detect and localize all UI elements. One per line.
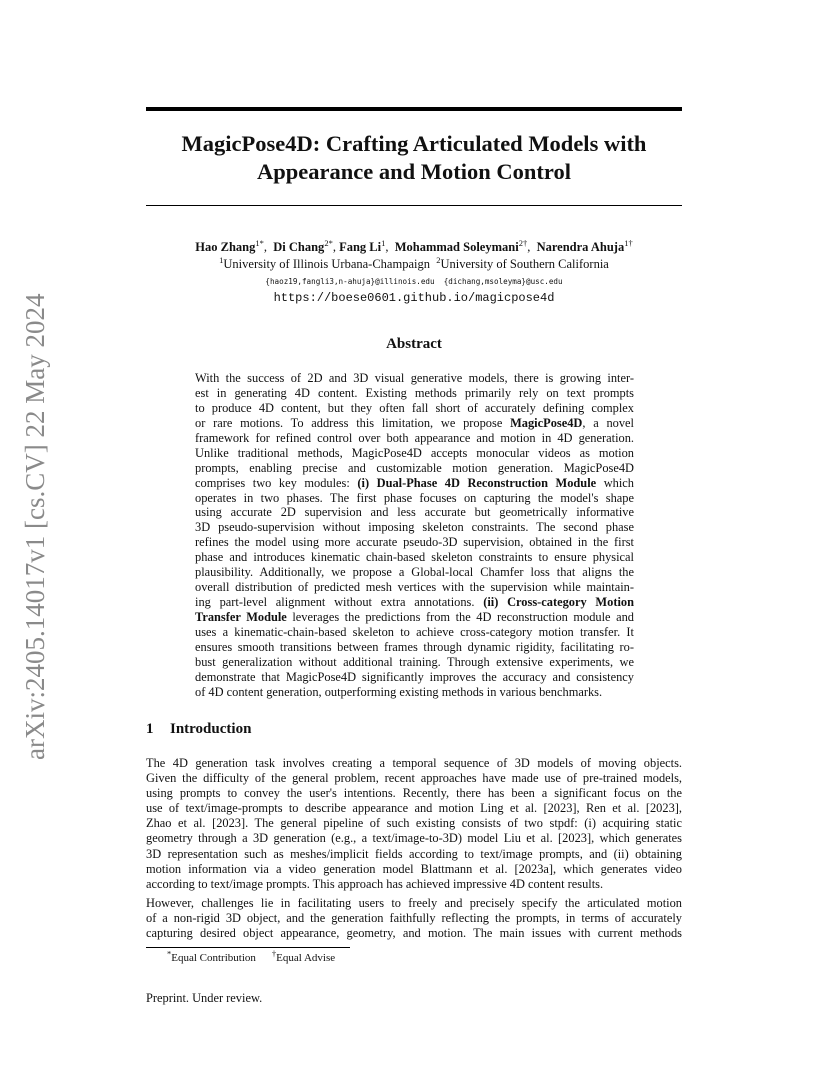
footnote-text: Equal Contribution xyxy=(171,952,256,964)
author-emails: {haoz19,fangli3,n-ahuja}@illinois.edu {dichang,msoleyma}@usc.edu xyxy=(265,277,563,286)
abstract-text: or rare motions. To address this limitation, we propose xyxy=(195,415,503,430)
abstract-text: comprises two key modules: xyxy=(195,475,350,490)
title-line-2: Appearance and Motion Control xyxy=(257,159,571,184)
footnote-symbol: † xyxy=(271,948,277,959)
section-heading xyxy=(146,721,251,738)
abstract-line: With the success of 2D and 3D visual generative models, there is growing inter- xyxy=(195,371,634,385)
paragraph-line: using prompts to convey the user's intentions. Recently, there has been a significant focus on the xyxy=(146,786,682,801)
affiliation: University of Southern California xyxy=(440,257,609,271)
abstract-line: of 4D content generation, outperforming existing methods in various benchmarks. xyxy=(195,684,603,699)
paragraph-line: of a non-rigid 3D object, and the generation faithfully reflecting the prompts, in terms of accurately xyxy=(146,911,682,926)
author-sup: 1 xyxy=(381,237,386,248)
affiliations xyxy=(146,256,682,273)
paragraph-line: Given the difficulty of the general problem, recent approaches have made use of pre-trained models, xyxy=(146,771,682,786)
abstract-line: bust generalization without additional training. Through extensive experiments, we xyxy=(195,654,634,669)
preprint-footer: Preprint. Under review. xyxy=(146,991,263,1005)
abstract-line: uses a kinematic-chain-based skeleton to achieve cross-category motion transfer. It xyxy=(195,624,634,639)
abstract-text: ing part-level alignment without extra annotations. xyxy=(195,595,475,610)
author-block xyxy=(146,239,682,273)
author-name: Hao Zhang xyxy=(195,240,256,254)
project-url[interactable]: https://boese0601.github.io/magicpose4d xyxy=(273,291,555,305)
abstract-body xyxy=(195,371,634,700)
abstract-line: Unlike traditional methods, MagicPose4D accepts monocular videos as motion xyxy=(195,445,634,460)
paragraph-line: capturing desired object appearance, geometry, and motion. The main issues with current methods xyxy=(146,926,682,941)
abstract-line: framework for refined control over both appearance and motion in 4D generation. xyxy=(195,430,634,445)
abstract-line: demonstrate that MagicPose4D significantly improves the accuracy and consistency xyxy=(195,669,634,684)
paragraph-line: use of text/image-prompts to describe appearance and motion Ling et al. [2023], Ren et al. [2023], xyxy=(146,801,682,816)
title-line-1: MagicPose4D: Crafting Articulated Models with xyxy=(181,131,647,156)
abstract-bold: (i) Dual-Phase 4D Reconstruction Module xyxy=(357,475,597,490)
abstract-line: est in generating 4D content. Existing methods primarily rely on text prompts xyxy=(195,385,634,400)
title-bottom-rule xyxy=(146,205,682,206)
abstract-line: phase and introduces kinematic chain-based skeleton constraints to ensure physical xyxy=(195,550,634,565)
arxiv-stamp: arXiv:2405.14017v1 [cs.CV] 22 May 2024 xyxy=(20,293,50,760)
paper-title xyxy=(146,130,682,186)
author-name: Fang Li xyxy=(339,240,382,254)
abstract-line: to produce 4D content, but they often fall short of accurately defining complex xyxy=(195,400,634,415)
abstract-line: operates in two phases. The first phase focuses on capturing the model's shape xyxy=(195,490,634,505)
paragraph-line: geometry through a 3D generation (e.g., a text/image-to-3D) model Liu et al. [2023], which generates xyxy=(146,831,682,846)
author-sup: 1† xyxy=(624,237,633,248)
abstract-line xyxy=(195,595,634,610)
affiliation: University of Illinois Urbana-Champaign xyxy=(223,257,430,271)
abstract-text: leverages the predictions from the 4D reconstruction module and xyxy=(292,610,634,624)
paragraph-line: 3D representation such as meshes/implicit fields according to text/image prompts, and (ii) obtaining xyxy=(146,846,682,861)
abstract-bold: Transfer Module xyxy=(195,610,287,624)
abstract-bold: (ii) Cross-category Motion xyxy=(483,595,634,610)
author-name: Mohammad Soleymani xyxy=(394,240,519,254)
author-sup: 2† xyxy=(518,237,528,248)
abstract-line: prompts, enabling precise and customizable motion generation. MagicPose4D xyxy=(195,460,634,475)
abstract-line xyxy=(195,610,634,625)
section-number: 1 xyxy=(146,721,154,737)
title-top-rule xyxy=(146,107,682,111)
affiliation-sup: 2 xyxy=(436,254,441,265)
abstract-line: plausibility. Additionally, we propose a Global-local Chamfer loss that aligns the xyxy=(195,565,634,580)
affiliation-sup: 1 xyxy=(219,254,224,265)
abstract-line xyxy=(195,476,634,491)
intro-paragraph-2 xyxy=(146,896,682,941)
footnote-symbol: * xyxy=(167,948,172,959)
section-title: Introduction xyxy=(170,721,252,737)
author-names: Hao Zhang$^{1*}$, Di Chang$^{2*}$, Fang Li$^1$, Mohammad Soleymani$^{2\dagger}$, Narendra Ahuja$^{1\dagger}$ xyxy=(195,237,633,254)
abstract-text: , a novel xyxy=(582,415,634,430)
intro-paragraph-1 xyxy=(146,756,682,892)
author-name: Narendra Ahuja xyxy=(536,240,625,254)
footnote-text: Equal Advise xyxy=(276,952,336,964)
footnote xyxy=(167,948,336,964)
abstract-text: which xyxy=(596,475,634,490)
footnote-rule xyxy=(146,947,350,948)
abstract-line xyxy=(195,416,634,431)
abstract-bold: MagicPose4D xyxy=(510,415,583,430)
author-sup: 1* xyxy=(255,237,264,248)
abstract-heading: Abstract xyxy=(386,336,442,352)
paragraph-line: Zhao et al. [2023]. The general pipeline of such existing consists of two stpdf: (i) acquiring static xyxy=(146,816,682,831)
abstract-line: refines the model using more accurate pseudo-3D supervision, obtained in the first xyxy=(195,535,634,550)
abstract-line: using accurate 2D supervision and less accurate but geometrically informative xyxy=(195,505,634,520)
author-name: Di Chang xyxy=(273,240,325,254)
abstract-line: ensures smooth transitions between frames through dynamic rigidity, facilitating ro- xyxy=(195,639,634,654)
abstract-line: 3D pseudo-supervision without imposing skeleton constraints. The second phase xyxy=(195,520,634,535)
abstract-line: overall distribution of predicted mesh vertices with the supervision while maintain- xyxy=(195,580,634,595)
paragraph-line: The 4D generation task involves creating a temporal sequence of 3D models of moving objects. xyxy=(146,756,682,770)
author-sup: 2* xyxy=(324,237,333,248)
paragraph-line: motion information via a video generation model Blattmann et al. [2023a], which generates video xyxy=(146,861,682,876)
paragraph-line: according to text/image prompts. This approach has achieved impressive 4D content results. xyxy=(146,876,604,891)
paragraph-line: However, challenges lie in facilitating users to freely and precisely specify the articulated motion xyxy=(146,896,682,910)
